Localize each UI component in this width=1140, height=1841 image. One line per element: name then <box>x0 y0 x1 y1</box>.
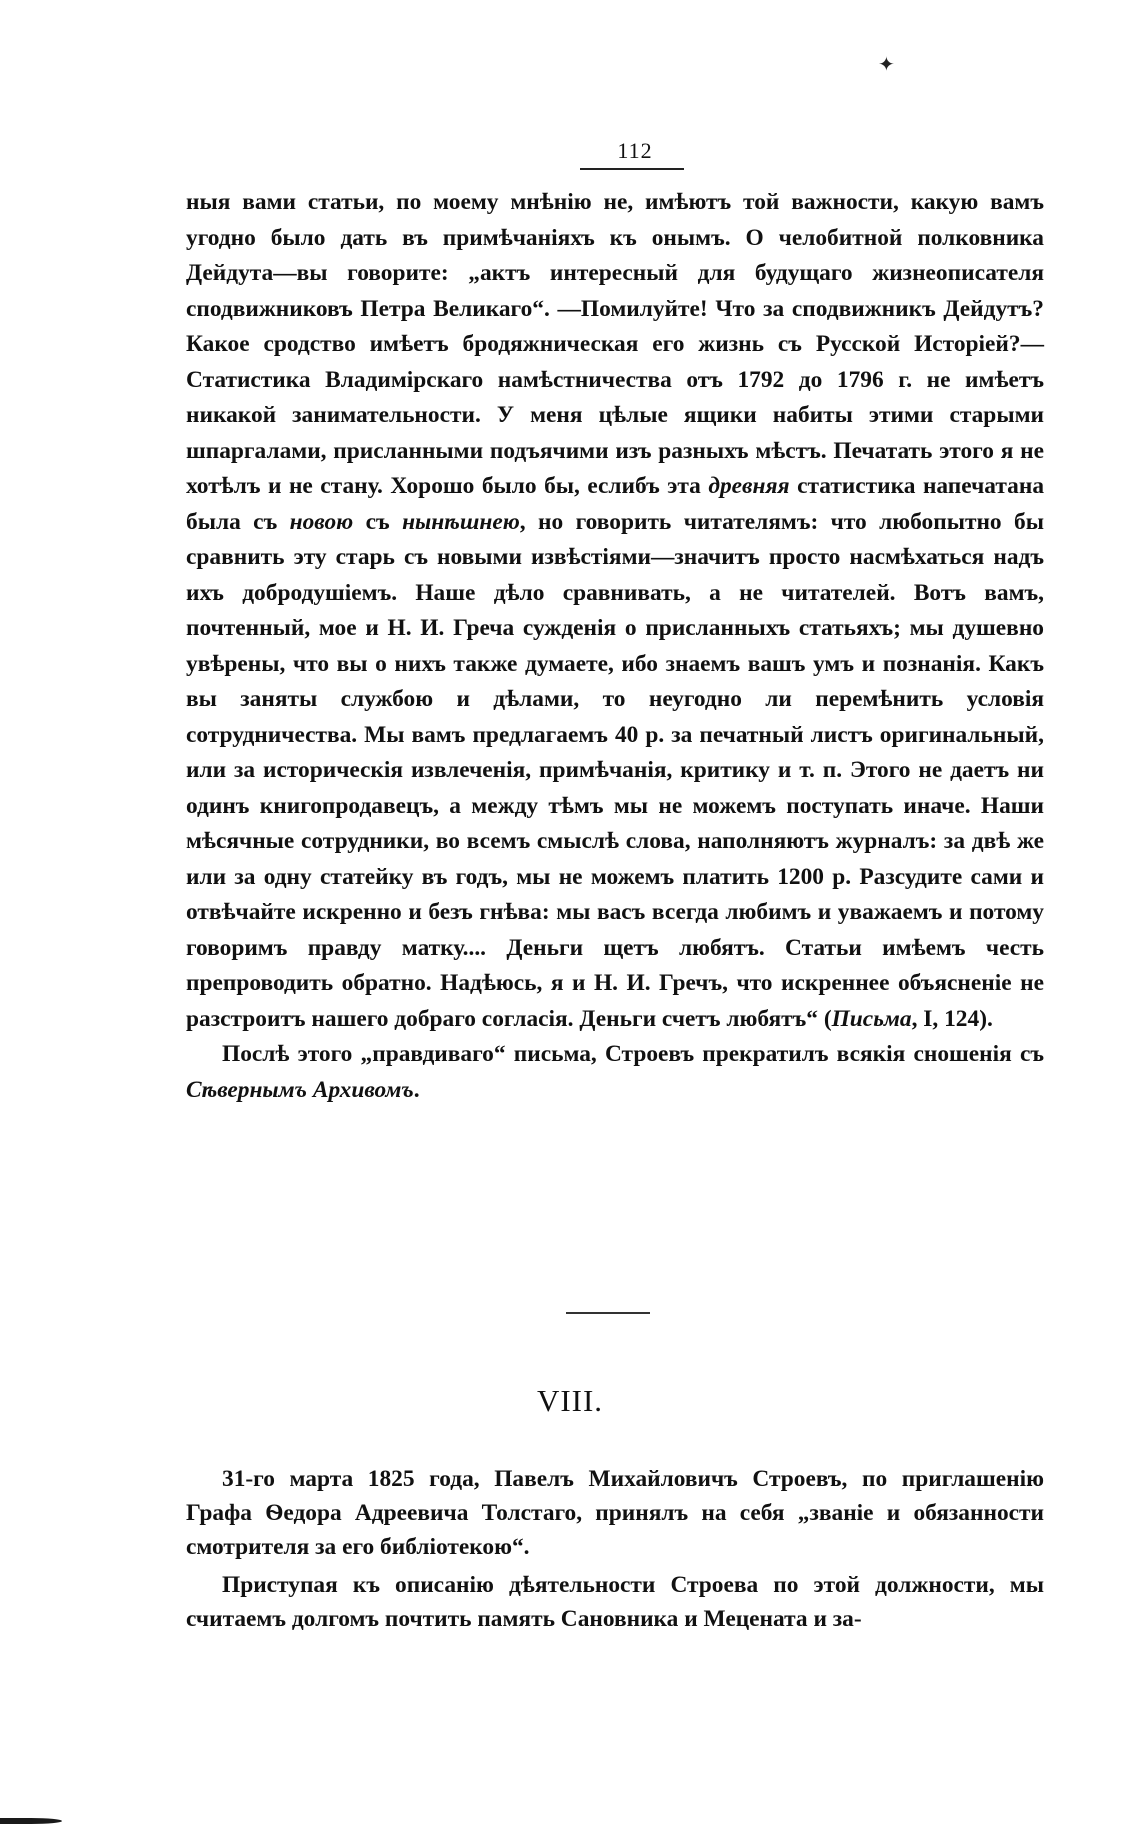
text-run: ныя вами статьи, по моему мнѣнію не, имѣютъ той важности, какую вамъ угодно было дать въ примѣчаніяхъ къ онымъ. О челобитной полковника Дейдута—вы говорите: „актъ интересный для будущаго жизнеописателя сподвижниковъ Петра Великаго“. —Помилуйте! Что за сподвижникъ Дейдутъ? Какое сродство имѣетъ бродяжническая его жизнь съ Русской Исторіей?—Статистика Владимірскаго намѣстничества отъ 1792 до 1796 г. не имѣетъ никакой занимательности. У меня цѣлые ящики набиты этими старыми шпаргалами, присланными подъячими изъ разныхъ мѣстъ. Печатать этого я не хотѣлъ и не стану. Хорошо было бы, еслибъ эта <box>186 189 1044 499</box>
text-run: . <box>413 1076 420 1103</box>
paragraph-letter-quote <box>186 185 1044 1037</box>
paragraph-chapter-opening: 31-го марта 1825 года, Павелъ Михайловичъ Строевъ, по приглашенію Графа Ѳедора Адреевича Толстаго, принялъ на себя „званіе и обязанности смотрителя за его библіотекою“. <box>186 1466 1044 1560</box>
main-text-block <box>186 185 1044 1108</box>
italic-text-run: нынѣшнею <box>402 508 520 535</box>
italic-text-run: новою <box>289 508 354 535</box>
paragraph-chapter-continued: Приступая къ описанію дѣятельности Строева по этой должности, мы считаемъ долгомъ почтить память Сановника и Мецената и за- <box>186 1572 1044 1632</box>
italic-text-run: Письма <box>831 1005 912 1032</box>
text-run: съ <box>353 508 403 535</box>
page-number-underline <box>580 168 684 170</box>
text-run: статистика напечатана была съ <box>186 473 1045 535</box>
italic-text-run: Сѣвернымъ Архивомъ <box>186 1076 414 1103</box>
section-divider <box>566 1312 650 1314</box>
chapter-text-block <box>186 1462 1044 1640</box>
chapter-heading: VIII. <box>536 1383 604 1418</box>
text-run: Послѣ этого „правдиваго“ письма, Строевъ прекратилъ всякія сношенія съ <box>222 1041 1044 1067</box>
scan-edge-smudge <box>0 1818 62 1824</box>
page-number: 112 <box>617 138 653 163</box>
text-run: , но говорить читателямъ: что любопытно бы сравнить эту старь съ новыми извѣстіями—значитъ просто насмѣхаться надъ ихъ добродушіемъ. Наше дѣло сравнивать, а не читателей. Вотъ вамъ, почтенный, мое и Н. И. Греча сужденія о присланныхъ статьяхъ; мы душевно увѣрены, что вы о нихъ также думаете, ибо знаемъ вашъ умъ и познанія. Какъ вы заняты службою и дѣлами, то неугодно ли перемѣнить условія сотрудничества. Мы вамъ предлагаемъ 40 р. за печатный листъ оригинальный, или за историческія извлеченія, примѣчанія, критику и т. п. Этого не даетъ ни одинъ книгопродавецъ, а между тѣмъ мы не можемъ поступать иначе. Наши мѣсячные сотрудники, во всемъ смыслѣ слова, наполняютъ журналъ: за двѣ же или за одну статейку въ годъ, мы не можемъ платить 1200 р. Разсудите сами и отвѣчайте искренно и безъ гнѣва: мы васъ всегда любимъ и уважаемъ и потому говоримъ правду матку.... Деньги щетъ любятъ. Статьи имѣемъ честь препроводить обратно. Надѣюсь, я и Н. И. Гречъ, что искреннее объясненіе не разстроитъ нашего добраго согласія. Деньги счетъ любятъ“ ( <box>186 508 1044 1032</box>
paragraph-after-letter <box>186 1037 1044 1108</box>
ink-mark: ✦ <box>878 52 895 76</box>
italic-text-run: древняя <box>708 473 790 499</box>
text-run: , I, 124). <box>911 1005 993 1032</box>
